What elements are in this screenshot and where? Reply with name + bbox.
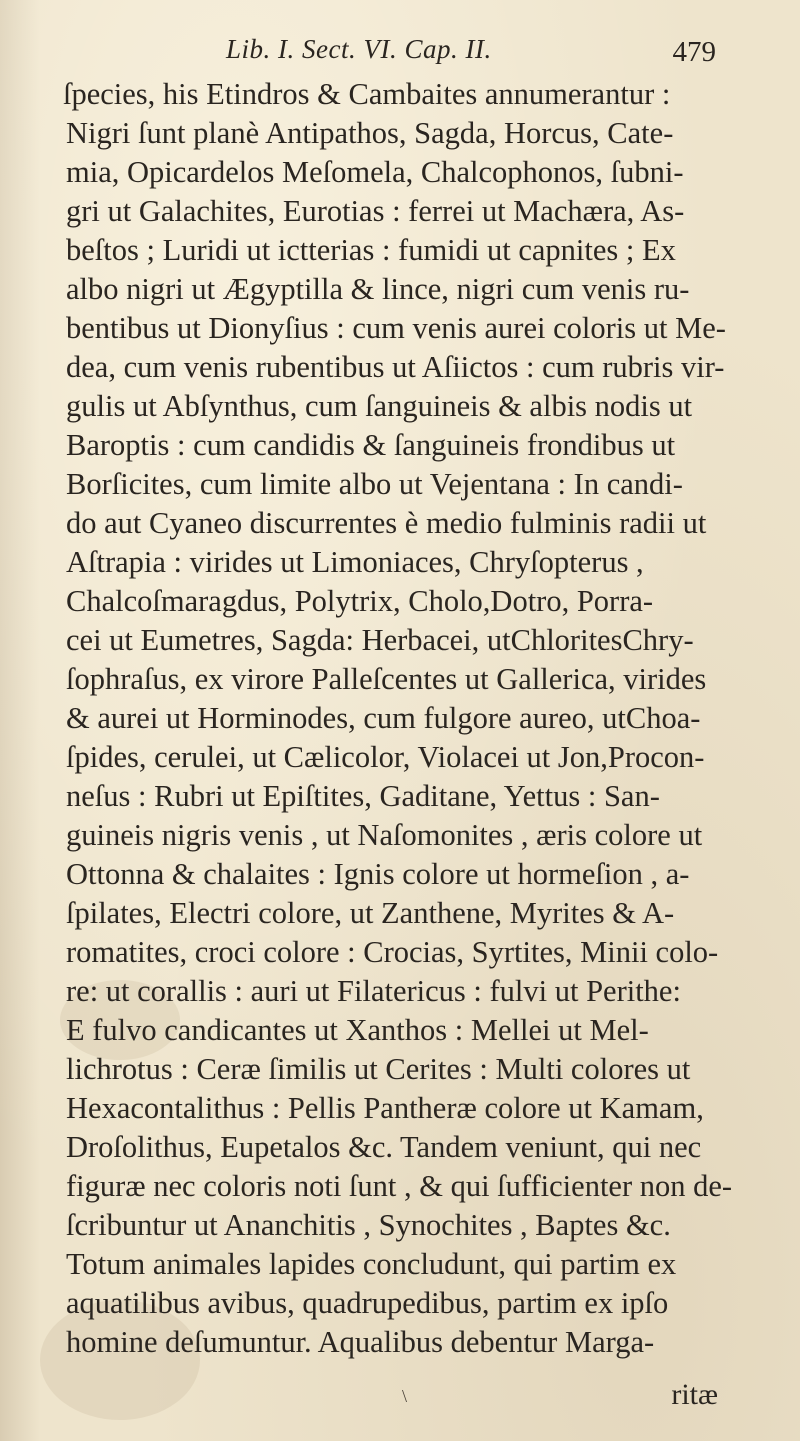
text-line: re: ut corallis : auri ut Filatericus : fulvi ut Perithe: bbox=[66, 974, 681, 1008]
catch-mark: \ bbox=[402, 1386, 408, 1406]
text-line: albo nigri ut Ægyptilla & lince, nigri cum venis ru- bbox=[66, 272, 690, 306]
text-line: lichrotus : Ceræ ſimilis ut Cerites : Multi colores ut bbox=[66, 1052, 691, 1086]
text-line: aquatilibus avibus, quadrupedibus, partim ex ipſo bbox=[66, 1286, 669, 1320]
text-line: Chalcoſmaragdus, Polytrix, Cholo,Dotro, Porra- bbox=[66, 584, 654, 618]
text-line: Nigri ſunt planè Antipathos, Sagda, Horcus, Cate- bbox=[66, 116, 674, 150]
text-line: do aut Cyaneo discurrentes è medio fulminis radii ut bbox=[66, 506, 707, 540]
text-line: ſpides, cerulei, ut Cælicolor, Violacei ut Jon,Procon- bbox=[66, 740, 705, 774]
text-line: cei ut Eumetres, Sagda: Herbacei, utChloritesChry- bbox=[66, 623, 694, 657]
text-line: romatites, croci colore : Crocias, Syrtites, Minii colo- bbox=[66, 935, 719, 969]
text-line: Hexacontalithus : Pellis Pantheræ colore ut Kamam, bbox=[66, 1091, 704, 1125]
text-line: & aurei ut Horminodes, cum fulgore aureo, utChoa- bbox=[66, 701, 701, 735]
text-line: gri ut Galachites, Eurotias : ferrei ut Machæra, As- bbox=[66, 194, 685, 228]
text-line: ſophraſus, ex virore Palleſcentes ut Gallerica, virides bbox=[66, 662, 707, 696]
text-line: guineis nigris venis , ut Naſomonites , æris colore ut bbox=[66, 818, 703, 852]
running-head: Lib. I. Sect. VI. Cap. II. bbox=[226, 34, 492, 64]
page-number: 479 bbox=[672, 36, 716, 68]
text-line: dea, cum venis rubentibus ut Aſiictos : cum rubris vir- bbox=[66, 350, 725, 384]
text-line: ſcribuntur ut Ananchitis , Synochites , Baptes &c. bbox=[66, 1208, 671, 1242]
text-line: bentibus ut Dionyſius : cum venis aurei coloris ut Me- bbox=[66, 311, 726, 345]
text-line: ſpecies, his Etindros & Cambaites annumerantur : bbox=[63, 77, 671, 111]
text-line: beſtos ; Luridi ut ictterias : fumidi ut capnites ; Ex bbox=[66, 233, 676, 267]
catchword: ritæ bbox=[671, 1378, 718, 1411]
text-line: Totum animales lapides concludunt, qui partim ex bbox=[66, 1247, 677, 1281]
text-line: ſpilates, Electri colore, ut Zanthene, Myrites & A- bbox=[66, 896, 675, 930]
text-line: figuræ nec coloris noti ſunt , & qui ſufficienter non de- bbox=[66, 1169, 733, 1203]
text-line: mia, Opicardelos Meſomela, Chalcophonos, ſubni- bbox=[66, 155, 684, 189]
text-line: Baroptis : cum candidis & ſanguineis frondibus ut bbox=[66, 428, 676, 462]
text-line: gulis ut Abſynthus, cum ſanguineis & albis nodis ut bbox=[66, 389, 693, 423]
text-line: neſus : Rubri ut Epiſtites, Gaditane, Yettus : San- bbox=[66, 779, 660, 813]
text-line: Aſtrapia : virides ut Limoniaces, Chryſopterus , bbox=[66, 545, 644, 579]
text-line: Droſolithus, Eupetalos &c. Tandem veniunt, qui nec bbox=[66, 1130, 702, 1164]
text-line: homine deſumuntur. Aqualibus debentur Marga- bbox=[66, 1325, 655, 1359]
text-line: Borſicites, cum limite albo ut Vejentana : In candi- bbox=[66, 467, 683, 501]
text-line: E fulvo candicantes ut Xanthos : Mellei ut Mel- bbox=[66, 1013, 649, 1047]
text-line: Ottonna & chalaites : Ignis colore ut hormeſion , a- bbox=[66, 857, 690, 891]
